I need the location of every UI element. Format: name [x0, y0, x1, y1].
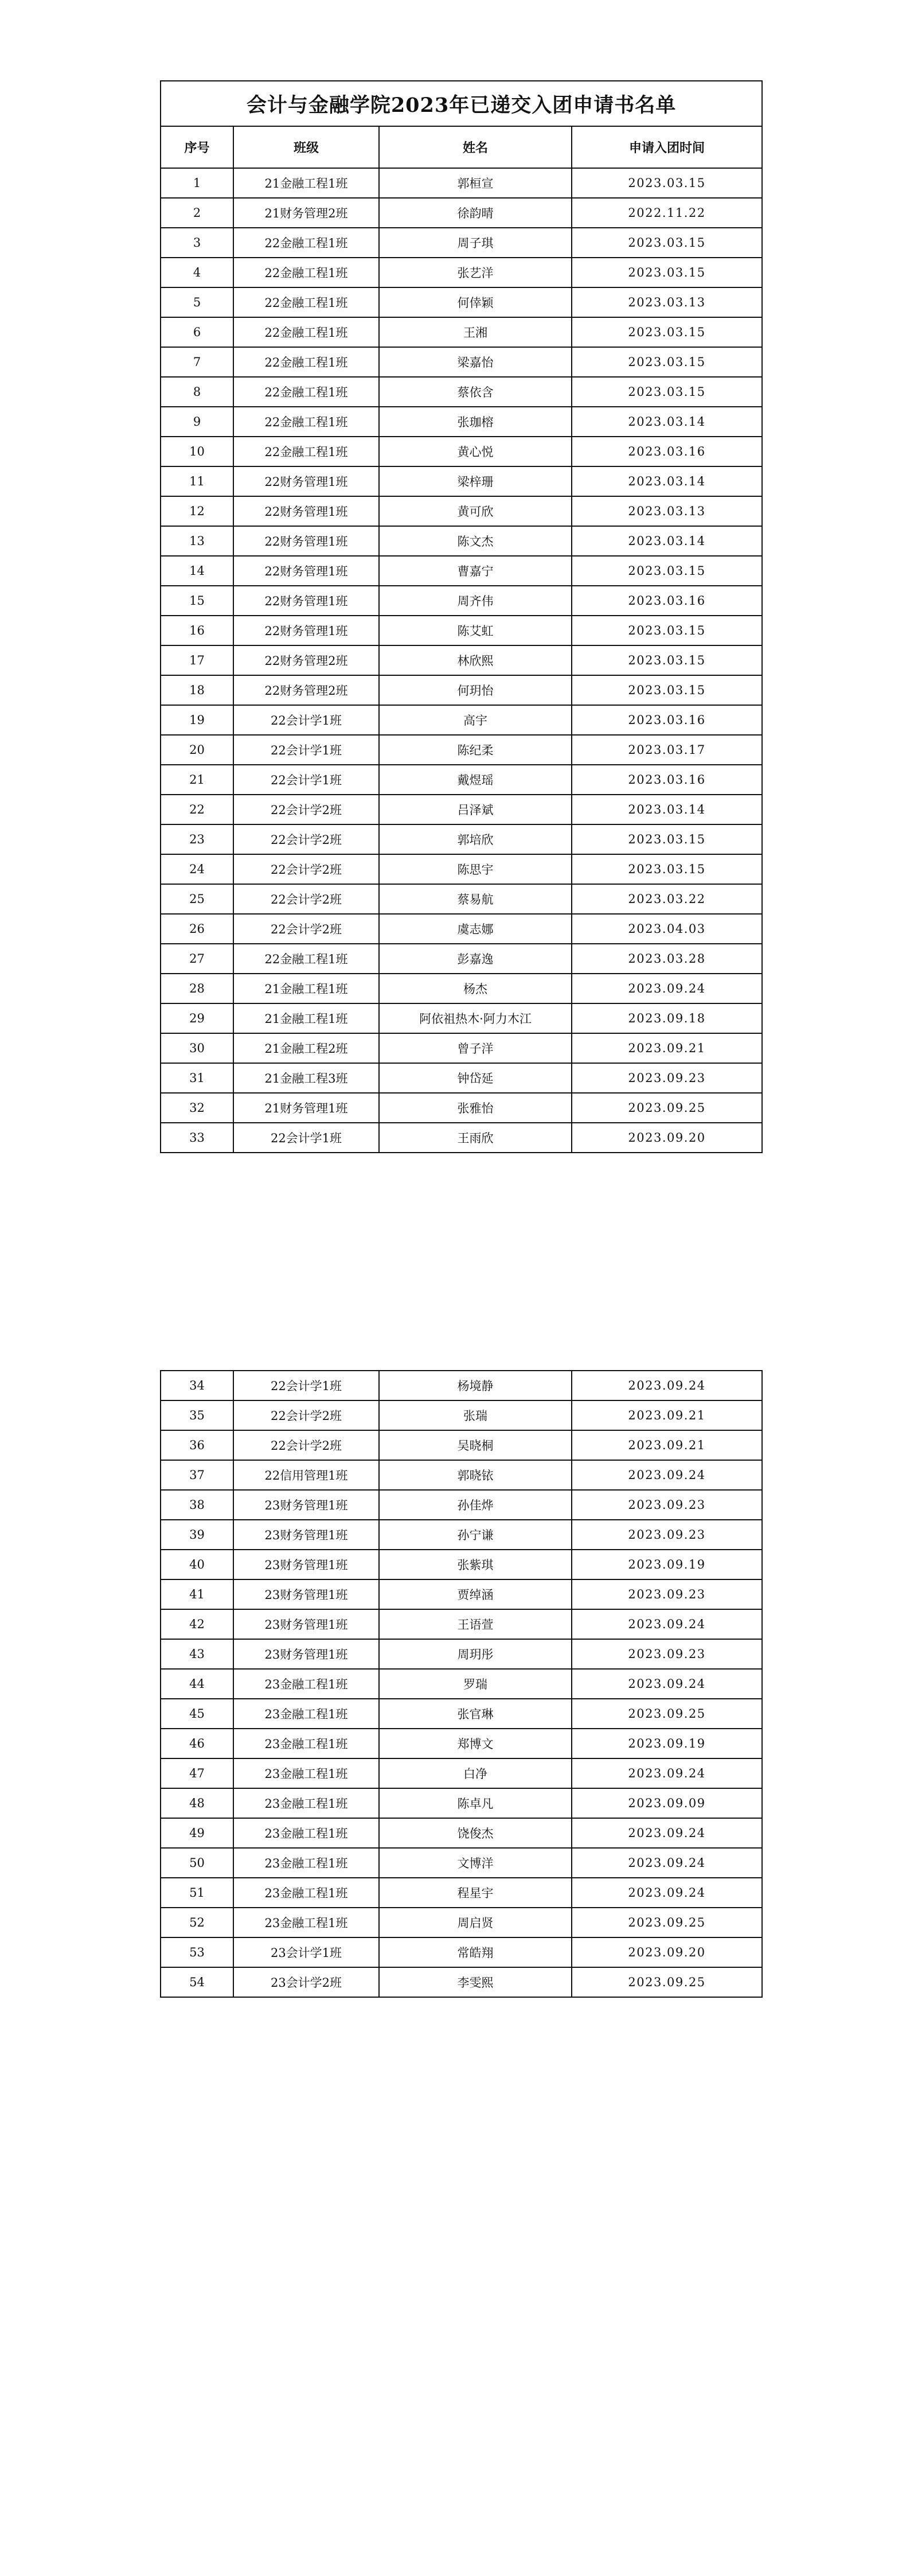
table-row	[161, 1371, 762, 1400]
table-body-part-1	[161, 168, 762, 1153]
cell-date: 2023.03.17	[572, 735, 762, 765]
table-row	[161, 705, 762, 735]
cell-name: 周玥彤	[379, 1639, 572, 1669]
header-date: 申请入团时间	[572, 126, 762, 168]
cell-date: 2023.09.24	[572, 1878, 762, 1908]
table-row	[161, 1788, 762, 1818]
cell-no: 51	[161, 1878, 233, 1908]
table-row	[161, 944, 762, 974]
cell-name: 郭晓铱	[379, 1460, 572, 1490]
cell-no: 13	[161, 526, 233, 556]
table-row	[161, 1123, 762, 1153]
cell-class: 22财务管理1班	[233, 616, 379, 645]
cell-name: 孙佳烨	[379, 1490, 572, 1520]
cell-class: 21财务管理1班	[233, 1093, 379, 1123]
table-row	[161, 1848, 762, 1878]
cell-date: 2023.03.15	[572, 228, 762, 258]
cell-date: 2023.03.22	[572, 884, 762, 914]
cell-date: 2023.09.23	[572, 1063, 762, 1093]
cell-class: 23金融工程1班	[233, 1729, 379, 1758]
cell-class: 21财务管理2班	[233, 198, 379, 228]
cell-class: 23金融工程1班	[233, 1758, 379, 1788]
cell-name: 张官琳	[379, 1699, 572, 1729]
cell-no: 47	[161, 1758, 233, 1788]
cell-no: 54	[161, 1967, 233, 1997]
table-row	[161, 466, 762, 496]
cell-date: 2023.03.16	[572, 586, 762, 616]
cell-no: 32	[161, 1093, 233, 1123]
cell-no: 40	[161, 1550, 233, 1579]
table-row	[161, 824, 762, 854]
cell-class: 23财务管理1班	[233, 1550, 379, 1579]
cell-date: 2023.03.15	[572, 347, 762, 377]
cell-no: 41	[161, 1579, 233, 1609]
cell-class: 23金融工程1班	[233, 1848, 379, 1878]
cell-no: 2	[161, 198, 233, 228]
cell-date: 2023.09.19	[572, 1729, 762, 1758]
cell-date: 2023.03.16	[572, 437, 762, 466]
cell-class: 21金融工程3班	[233, 1063, 379, 1093]
table-row	[161, 1669, 762, 1699]
cell-name: 周子琪	[379, 228, 572, 258]
cell-name: 周启贤	[379, 1908, 572, 1937]
cell-no: 20	[161, 735, 233, 765]
cell-date: 2023.03.14	[572, 795, 762, 824]
cell-no: 53	[161, 1937, 233, 1967]
cell-date: 2023.09.19	[572, 1550, 762, 1579]
cell-no: 7	[161, 347, 233, 377]
cell-class: 23财务管理1班	[233, 1579, 379, 1609]
table-row	[161, 1579, 762, 1609]
cell-name: 贾绰涵	[379, 1579, 572, 1609]
cell-no: 30	[161, 1033, 233, 1063]
cell-no: 15	[161, 586, 233, 616]
cell-date: 2023.03.15	[572, 675, 762, 705]
cell-class: 22财务管理1班	[233, 496, 379, 526]
cell-class: 22会计学2班	[233, 1430, 379, 1460]
cell-date: 2023.03.13	[572, 496, 762, 526]
cell-date: 2023.09.24	[572, 1371, 762, 1400]
table-row	[161, 795, 762, 824]
table-row	[161, 735, 762, 765]
cell-class: 23金融工程1班	[233, 1818, 379, 1848]
cell-class: 23金融工程1班	[233, 1908, 379, 1937]
cell-no: 24	[161, 854, 233, 884]
cell-name: 吴晓桐	[379, 1430, 572, 1460]
table-row	[161, 168, 762, 198]
cell-no: 43	[161, 1639, 233, 1669]
cell-name: 虞志娜	[379, 914, 572, 944]
cell-name: 王雨欣	[379, 1123, 572, 1153]
table-row	[161, 1908, 762, 1937]
cell-no: 38	[161, 1490, 233, 1520]
cell-no: 52	[161, 1908, 233, 1937]
cell-no: 50	[161, 1848, 233, 1878]
cell-date: 2023.09.20	[572, 1937, 762, 1967]
cell-no: 9	[161, 407, 233, 437]
cell-class: 22金融工程1班	[233, 347, 379, 377]
cell-name: 文博洋	[379, 1848, 572, 1878]
cell-date: 2023.03.14	[572, 466, 762, 496]
cell-name: 饶俊杰	[379, 1818, 572, 1848]
cell-name: 何玥怡	[379, 675, 572, 705]
cell-no: 37	[161, 1460, 233, 1490]
cell-date: 2023.03.15	[572, 645, 762, 675]
cell-no: 1	[161, 168, 233, 198]
table-row	[161, 1003, 762, 1033]
cell-name: 黄可欣	[379, 496, 572, 526]
table-row	[161, 407, 762, 437]
cell-class: 23财务管理1班	[233, 1639, 379, 1669]
applicant-table-part-1	[160, 80, 763, 1153]
cell-name: 王湘	[379, 317, 572, 347]
cell-no: 31	[161, 1063, 233, 1093]
cell-class: 22金融工程1班	[233, 437, 379, 466]
cell-class: 22会计学1班	[233, 1371, 379, 1400]
cell-name: 孙宁谦	[379, 1520, 572, 1550]
cell-date: 2023.03.15	[572, 168, 762, 198]
table-row	[161, 1033, 762, 1063]
cell-name: 程星宇	[379, 1878, 572, 1908]
table-row	[161, 1967, 762, 1997]
header-name: 姓名	[379, 126, 572, 168]
cell-class: 22会计学1班	[233, 1123, 379, 1153]
cell-no: 6	[161, 317, 233, 347]
document-title: 会计与金融学院2023年已递交入团申请书名单	[161, 81, 762, 126]
cell-name: 陈文杰	[379, 526, 572, 556]
cell-name: 陈纪柔	[379, 735, 572, 765]
cell-class: 22会计学2班	[233, 914, 379, 944]
cell-name: 罗瑞	[379, 1669, 572, 1699]
cell-no: 36	[161, 1430, 233, 1460]
cell-date: 2023.09.23	[572, 1520, 762, 1550]
cell-no: 8	[161, 377, 233, 407]
cell-name: 张紫琪	[379, 1550, 572, 1579]
table-row	[161, 974, 762, 1003]
cell-no: 25	[161, 884, 233, 914]
cell-name: 高宇	[379, 705, 572, 735]
cell-class: 22金融工程1班	[233, 228, 379, 258]
cell-class: 22会计学2班	[233, 824, 379, 854]
cell-name: 张瑞	[379, 1400, 572, 1430]
table-row	[161, 526, 762, 556]
table-row	[161, 1818, 762, 1848]
table-row	[161, 1490, 762, 1520]
cell-date: 2023.03.28	[572, 944, 762, 974]
cell-date: 2023.09.25	[572, 1093, 762, 1123]
cell-date: 2023.09.24	[572, 1758, 762, 1788]
cell-date: 2023.09.21	[572, 1400, 762, 1430]
cell-no: 4	[161, 258, 233, 287]
applicant-table-part-2	[160, 1370, 763, 1998]
cell-name: 陈艾虹	[379, 616, 572, 645]
cell-date: 2023.09.25	[572, 1699, 762, 1729]
cell-class: 21金融工程1班	[233, 168, 379, 198]
cell-date: 2023.03.15	[572, 854, 762, 884]
cell-no: 26	[161, 914, 233, 944]
cell-date: 2023.03.15	[572, 377, 762, 407]
cell-class: 23财务管理1班	[233, 1609, 379, 1639]
cell-class: 21金融工程1班	[233, 1003, 379, 1033]
cell-date: 2023.03.14	[572, 407, 762, 437]
table-row	[161, 616, 762, 645]
cell-date: 2023.03.15	[572, 616, 762, 645]
cell-date: 2023.03.16	[572, 765, 762, 795]
title-row	[161, 81, 762, 126]
cell-date: 2023.09.24	[572, 1609, 762, 1639]
cell-name: 蔡易航	[379, 884, 572, 914]
cell-name: 周齐伟	[379, 586, 572, 616]
cell-name: 李雯熙	[379, 1967, 572, 1997]
table-row	[161, 1878, 762, 1908]
cell-class: 22会计学2班	[233, 795, 379, 824]
table-row	[161, 1430, 762, 1460]
cell-no: 48	[161, 1788, 233, 1818]
cell-name: 杨境静	[379, 1371, 572, 1400]
cell-no: 23	[161, 824, 233, 854]
table-row	[161, 765, 762, 795]
cell-date: 2023.03.13	[572, 287, 762, 317]
cell-class: 22会计学1班	[233, 705, 379, 735]
table-row	[161, 556, 762, 586]
cell-class: 22金融工程1班	[233, 317, 379, 347]
table-row	[161, 586, 762, 616]
cell-date: 2023.09.24	[572, 1818, 762, 1848]
cell-name: 郭培欣	[379, 824, 572, 854]
table-row	[161, 1550, 762, 1579]
cell-no: 42	[161, 1609, 233, 1639]
cell-name: 郭桓宣	[379, 168, 572, 198]
cell-date: 2023.09.21	[572, 1430, 762, 1460]
cell-no: 10	[161, 437, 233, 466]
cell-no: 14	[161, 556, 233, 586]
cell-class: 22金融工程1班	[233, 377, 379, 407]
table-row	[161, 645, 762, 675]
cell-date: 2023.09.24	[572, 974, 762, 1003]
cell-no: 34	[161, 1371, 233, 1400]
cell-class: 22金融工程1班	[233, 258, 379, 287]
table-row	[161, 884, 762, 914]
table-row	[161, 377, 762, 407]
cell-name: 徐韵晴	[379, 198, 572, 228]
cell-no: 5	[161, 287, 233, 317]
cell-no: 16	[161, 616, 233, 645]
cell-class: 22财务管理2班	[233, 645, 379, 675]
cell-date: 2023.09.24	[572, 1848, 762, 1878]
cell-class: 22会计学1班	[233, 765, 379, 795]
table-row	[161, 347, 762, 377]
cell-no: 28	[161, 974, 233, 1003]
cell-class: 22会计学2班	[233, 884, 379, 914]
cell-date: 2023.03.15	[572, 258, 762, 287]
cell-class: 22财务管理1班	[233, 466, 379, 496]
cell-date: 2023.09.18	[572, 1003, 762, 1033]
cell-class: 23金融工程1班	[233, 1699, 379, 1729]
cell-name: 钟岱延	[379, 1063, 572, 1093]
table-row	[161, 228, 762, 258]
cell-date: 2023.04.03	[572, 914, 762, 944]
cell-class: 23金融工程1班	[233, 1788, 379, 1818]
cell-class: 23会计学1班	[233, 1937, 379, 1967]
table-row	[161, 675, 762, 705]
cell-class: 22会计学2班	[233, 1400, 379, 1430]
table-row	[161, 496, 762, 526]
table-row	[161, 437, 762, 466]
cell-name: 曹嘉宁	[379, 556, 572, 586]
cell-name: 白净	[379, 1758, 572, 1788]
table-row	[161, 287, 762, 317]
cell-no: 45	[161, 1699, 233, 1729]
cell-no: 19	[161, 705, 233, 735]
cell-name: 阿依祖热木·阿力木江	[379, 1003, 572, 1033]
table-row	[161, 1937, 762, 1967]
cell-no: 49	[161, 1818, 233, 1848]
cell-class: 22信用管理1班	[233, 1460, 379, 1490]
table-row	[161, 317, 762, 347]
cell-name: 彭嘉逸	[379, 944, 572, 974]
cell-class: 22财务管理2班	[233, 675, 379, 705]
table-row	[161, 198, 762, 228]
table-row	[161, 1699, 762, 1729]
cell-class: 22财务管理1班	[233, 586, 379, 616]
header-row	[161, 126, 762, 168]
cell-class: 21金融工程2班	[233, 1033, 379, 1063]
cell-no: 39	[161, 1520, 233, 1550]
cell-date: 2023.09.25	[572, 1908, 762, 1937]
table-row	[161, 854, 762, 884]
cell-name: 黄心悦	[379, 437, 572, 466]
cell-no: 35	[161, 1400, 233, 1430]
cell-date: 2023.03.15	[572, 824, 762, 854]
cell-class: 22会计学1班	[233, 735, 379, 765]
cell-no: 21	[161, 765, 233, 795]
cell-date: 2023.09.25	[572, 1967, 762, 1997]
cell-class: 23财务管理1班	[233, 1490, 379, 1520]
cell-name: 蔡依含	[379, 377, 572, 407]
cell-date: 2023.03.14	[572, 526, 762, 556]
cell-no: 12	[161, 496, 233, 526]
cell-name: 陈思宇	[379, 854, 572, 884]
cell-date: 2023.09.20	[572, 1123, 762, 1153]
cell-no: 46	[161, 1729, 233, 1758]
cell-class: 23金融工程1班	[233, 1878, 379, 1908]
cell-date: 2023.09.24	[572, 1669, 762, 1699]
cell-class: 23财务管理1班	[233, 1520, 379, 1550]
cell-name: 王语萱	[379, 1609, 572, 1639]
cell-no: 3	[161, 228, 233, 258]
cell-date: 2023.09.24	[572, 1460, 762, 1490]
cell-name: 林欣熙	[379, 645, 572, 675]
cell-name: 吕泽斌	[379, 795, 572, 824]
cell-name: 戴煜瑶	[379, 765, 572, 795]
cell-date: 2023.09.23	[572, 1579, 762, 1609]
cell-no: 27	[161, 944, 233, 974]
cell-name: 常皓翔	[379, 1937, 572, 1967]
header-no: 序号	[161, 126, 233, 168]
table-row	[161, 1729, 762, 1758]
cell-no: 22	[161, 795, 233, 824]
table-row	[161, 1639, 762, 1669]
cell-date: 2023.09.23	[572, 1490, 762, 1520]
table-row	[161, 1609, 762, 1639]
table-row	[161, 1520, 762, 1550]
cell-name: 梁梓珊	[379, 466, 572, 496]
table-row	[161, 1063, 762, 1093]
cell-no: 18	[161, 675, 233, 705]
cell-name: 郑博文	[379, 1729, 572, 1758]
table-row	[161, 1093, 762, 1123]
cell-no: 29	[161, 1003, 233, 1033]
cell-name: 陈卓凡	[379, 1788, 572, 1818]
cell-class: 23会计学2班	[233, 1967, 379, 1997]
cell-name: 梁嘉怡	[379, 347, 572, 377]
table-row	[161, 1400, 762, 1430]
cell-no: 33	[161, 1123, 233, 1153]
table-row	[161, 1460, 762, 1490]
cell-class: 22财务管理1班	[233, 526, 379, 556]
cell-class: 23金融工程1班	[233, 1669, 379, 1699]
table-body-part-2	[161, 1371, 762, 1997]
cell-name: 张珈榕	[379, 407, 572, 437]
header-class: 班级	[233, 126, 379, 168]
cell-name: 张艺洋	[379, 258, 572, 287]
cell-date: 2023.09.09	[572, 1788, 762, 1818]
cell-class: 21金融工程1班	[233, 974, 379, 1003]
cell-no: 44	[161, 1669, 233, 1699]
cell-no: 11	[161, 466, 233, 496]
cell-class: 22金融工程1班	[233, 287, 379, 317]
cell-class: 22财务管理1班	[233, 556, 379, 586]
cell-date: 2023.09.21	[572, 1033, 762, 1063]
cell-date: 2023.03.15	[572, 317, 762, 347]
cell-name: 何倖颖	[379, 287, 572, 317]
cell-date: 2023.03.16	[572, 705, 762, 735]
cell-name: 杨杰	[379, 974, 572, 1003]
cell-no: 17	[161, 645, 233, 675]
cell-date: 2023.03.15	[572, 556, 762, 586]
table-row	[161, 914, 762, 944]
cell-class: 22金融工程1班	[233, 407, 379, 437]
table-row	[161, 1758, 762, 1788]
cell-class: 22金融工程1班	[233, 944, 379, 974]
cell-date: 2022.11.22	[572, 198, 762, 228]
cell-name: 曾子洋	[379, 1033, 572, 1063]
cell-name: 张雅怡	[379, 1093, 572, 1123]
cell-date: 2023.09.23	[572, 1639, 762, 1669]
table-row	[161, 258, 762, 287]
cell-class: 22会计学2班	[233, 854, 379, 884]
